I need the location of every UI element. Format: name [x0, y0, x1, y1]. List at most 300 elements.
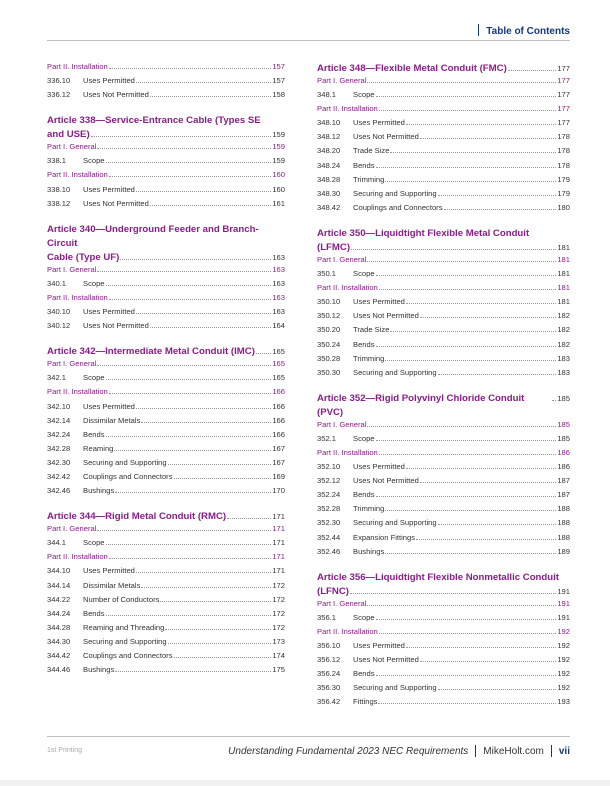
entry-title: Trimming — [353, 504, 385, 514]
toc-left-column — [47, 62, 285, 679]
toc-part-entry[interactable] — [317, 448, 570, 462]
page-ref: 159 — [272, 130, 285, 140]
toc-section-entry[interactable] — [317, 462, 570, 476]
toc-part-entry[interactable] — [47, 524, 285, 538]
page-ref: 181 — [557, 269, 570, 279]
entry-title: Trimming — [353, 174, 385, 184]
toc-section-entry[interactable] — [317, 161, 570, 175]
toc-section-entry[interactable] — [317, 697, 570, 711]
page-ref: 178 — [557, 132, 570, 142]
dot-leader — [150, 95, 271, 97]
page-ref: 188 — [557, 518, 570, 528]
section-number: 344.24 — [47, 608, 71, 618]
toc-section-entry[interactable] — [317, 325, 570, 339]
dot-leader — [376, 674, 557, 676]
entry-title: Fittings — [353, 697, 378, 707]
entry-title: Uses Permitted — [83, 401, 135, 411]
entry-title: Dissimilar Metals — [83, 580, 141, 590]
dot-leader — [376, 345, 557, 347]
page-ref: 174 — [272, 651, 285, 660]
page-ref: 192 — [557, 683, 570, 693]
toc-section-entry[interactable] — [47, 609, 285, 623]
dot-leader — [367, 81, 556, 83]
section-number: 344.42 — [47, 651, 71, 660]
dot-leader — [438, 373, 557, 375]
section-number: 356.24 — [317, 669, 341, 679]
dot-leader — [444, 208, 557, 210]
article-title-last-line — [47, 251, 285, 265]
page-ref: 191 — [557, 586, 570, 596]
page-ref: 185 — [557, 433, 570, 443]
toc-section-entry[interactable] — [317, 311, 570, 325]
toc-part-entry[interactable] — [317, 104, 570, 118]
toc-part-entry[interactable] — [47, 265, 285, 279]
dot-leader — [150, 204, 271, 206]
article-heading[interactable] — [47, 510, 285, 524]
entry-title: Scope — [353, 90, 375, 100]
toc-section-entry[interactable] — [317, 434, 570, 448]
header-title: Table of Contents — [486, 26, 570, 37]
toc-part-entry[interactable] — [317, 283, 570, 297]
page-ref: 177 — [557, 118, 570, 128]
page-ref: 191 — [557, 598, 570, 608]
entry-title: Bushings — [83, 665, 115, 675]
article-title-line2: Article 342—Intermediate Metal Conduit (IMC) — [47, 346, 255, 358]
article-title-line2: Article 352—Rigid Polyvinyl Chloride Conduit (PVC) — [317, 392, 525, 418]
toc-section-entry[interactable] — [47, 623, 285, 637]
toc-section-entry[interactable] — [317, 175, 570, 189]
article-title-last-line — [317, 241, 570, 255]
dot-leader — [351, 248, 556, 250]
entry-title: Uses Permitted — [83, 307, 135, 317]
dot-leader — [106, 435, 272, 437]
entry-title: Scope — [353, 433, 375, 443]
page-ref: 181 — [557, 283, 570, 293]
entry-title: Bends — [353, 490, 375, 500]
toc-section-entry[interactable] — [47, 472, 285, 486]
toc-section-entry[interactable] — [317, 368, 570, 382]
article-title-line1: Article 340—Underground Feeder and Branch-Circuit — [47, 223, 259, 249]
dot-leader — [367, 604, 556, 606]
toc-section-entry[interactable] — [317, 146, 570, 160]
dot-leader — [91, 135, 272, 137]
toc-part-entry[interactable] — [317, 76, 570, 90]
dot-leader — [376, 274, 557, 276]
toc-section-entry[interactable] — [317, 297, 570, 311]
page-ref: 160 — [272, 170, 285, 180]
entry-title: Uses Permitted — [83, 184, 135, 194]
entry-title: Part II. Installation — [317, 104, 378, 114]
page-ref: 171 — [272, 524, 285, 534]
entry-title: Trimming — [353, 353, 385, 363]
entry-title: Part II. Installation — [47, 62, 108, 71]
entry-title: Part I. General — [317, 419, 367, 429]
toc-section-entry[interactable] — [47, 665, 285, 679]
page-ref: 192 — [557, 626, 570, 636]
page-ref: 188 — [557, 504, 570, 514]
page-ref: 178 — [557, 160, 570, 170]
dot-leader — [106, 614, 272, 616]
article-title-last-line — [47, 345, 285, 359]
page-ref: 188 — [557, 532, 570, 542]
toc-part-entry[interactable] — [47, 552, 285, 566]
section-number: 344.10 — [47, 566, 71, 576]
page-ref: 165 — [272, 359, 285, 369]
toc-section-entry[interactable] — [317, 132, 570, 146]
entry-title: Bends — [353, 669, 375, 679]
entry-title: Scope — [83, 538, 105, 548]
section-number: 350.10 — [317, 297, 341, 307]
toc-section-entry[interactable] — [317, 118, 570, 132]
dot-leader — [109, 557, 272, 559]
footer-right — [228, 745, 570, 757]
dot-leader — [420, 316, 556, 318]
entry-title: Uses Not Permitted — [353, 132, 419, 142]
page-ref: 185 — [557, 393, 570, 403]
dot-leader — [109, 67, 272, 69]
entry-title: Trade Size — [353, 146, 390, 156]
entry-title: Securing and Supporting — [353, 367, 437, 377]
page-ref: 192 — [557, 669, 570, 679]
dot-leader — [376, 439, 557, 441]
site-name: MikeHolt.com — [483, 745, 544, 757]
dot-leader — [109, 392, 272, 394]
dot-leader — [406, 123, 556, 125]
dot-leader — [136, 571, 271, 573]
section-number: 350.12 — [317, 311, 341, 321]
article-heading[interactable] — [317, 227, 570, 255]
page-ref: 165 — [272, 373, 285, 383]
section-number: 338.12 — [47, 198, 71, 208]
section-number: 342.24 — [47, 429, 71, 439]
dot-leader — [379, 288, 557, 290]
book-title: Understanding Fundamental 2023 NEC Requirements — [228, 745, 469, 757]
section-number: 348.10 — [317, 118, 341, 128]
article-heading[interactable] — [317, 392, 570, 420]
entry-title: Reaming and Threading — [83, 622, 165, 632]
page-ref: 187 — [557, 476, 570, 486]
dot-leader — [136, 190, 271, 192]
dot-leader — [109, 298, 272, 300]
section-number: 352.24 — [317, 490, 341, 500]
toc-part-entry[interactable] — [47, 359, 285, 373]
toc-part-entry[interactable] — [47, 142, 285, 156]
section-number: 350.1 — [317, 269, 337, 279]
toc-section-entry[interactable] — [317, 354, 570, 368]
page-ref: 192 — [557, 641, 570, 650]
header-rule — [47, 40, 570, 41]
page-ref: 175 — [272, 665, 285, 675]
page-ref: 166 — [272, 401, 285, 411]
page-ref: 169 — [272, 471, 285, 481]
dot-leader — [367, 425, 556, 427]
toc-section-entry[interactable] — [47, 566, 285, 580]
toc-section-entry[interactable] — [317, 504, 570, 518]
article-title-last-line — [317, 62, 570, 76]
dot-leader — [385, 359, 556, 361]
entry-title: Uses Permitted — [83, 566, 135, 576]
toc-section-entry[interactable] — [47, 185, 285, 199]
entry-title: Securing and Supporting — [83, 457, 167, 467]
toc-section-entry[interactable] — [47, 156, 285, 170]
entry-title: Uses Permitted — [353, 118, 405, 128]
dot-leader — [120, 258, 271, 260]
dot-leader — [160, 600, 271, 602]
page-ref: 165 — [272, 347, 285, 357]
dot-leader — [114, 449, 271, 451]
toc-section-entry[interactable] — [47, 444, 285, 458]
toc-section-entry[interactable] — [47, 90, 285, 104]
section-number: 344.14 — [47, 580, 71, 590]
toc-part-entry[interactable] — [47, 170, 285, 184]
section-number: 348.42 — [317, 202, 341, 212]
page-ref: 166 — [272, 415, 285, 425]
dot-leader — [350, 592, 556, 594]
toc-section-entry[interactable] — [317, 518, 570, 532]
entry-title: Trade Size — [353, 325, 390, 335]
section-number: 342.30 — [47, 457, 71, 467]
section-number: 350.24 — [317, 339, 341, 349]
page-ref: 157 — [272, 76, 285, 86]
entry-title: Part I. General — [47, 359, 97, 369]
dot-leader — [150, 326, 271, 328]
toc-section-entry[interactable] — [47, 199, 285, 213]
toc-section-entry[interactable] — [317, 90, 570, 104]
dot-leader — [106, 161, 272, 163]
section-number: 336.12 — [47, 90, 71, 100]
page-ref: 167 — [272, 443, 285, 453]
article-title-last-line — [317, 392, 570, 420]
article-heading[interactable] — [47, 114, 285, 142]
page-ref: 182 — [557, 311, 570, 321]
toc-section-entry[interactable] — [317, 533, 570, 547]
dot-leader — [416, 538, 556, 540]
page-ref: 183 — [557, 367, 570, 377]
dot-leader — [174, 477, 272, 479]
page-ref: 177 — [557, 104, 570, 114]
entry-title: Part I. General — [317, 254, 367, 264]
dot-leader — [256, 352, 271, 354]
toc-part-entry[interactable] — [317, 420, 570, 434]
article-heading[interactable] — [317, 571, 570, 599]
page-ref: 163 — [272, 292, 285, 302]
page-ref: 183 — [557, 353, 570, 363]
page-ref: 159 — [272, 142, 285, 152]
section-number: 342.10 — [47, 401, 71, 411]
page-ref: 161 — [272, 198, 285, 208]
toc-section-entry[interactable] — [47, 651, 285, 665]
article-title-line2: Article 344—Rigid Metal Conduit (RMC) — [47, 511, 227, 523]
dot-leader — [376, 618, 557, 620]
entry-title: Bends — [83, 608, 105, 618]
page-ref: 171 — [272, 566, 285, 576]
toc-section-entry[interactable] — [47, 458, 285, 472]
toc-right-column — [317, 62, 570, 711]
dot-leader — [136, 312, 271, 314]
dot-leader — [379, 632, 557, 634]
article-title-line2: (LFMC) — [317, 241, 351, 253]
toc-section-entry[interactable] — [317, 641, 570, 655]
dot-leader — [136, 81, 271, 83]
entry-title: Securing and Supporting — [353, 683, 437, 693]
dot-leader — [141, 421, 271, 423]
entry-title: Part I. General — [317, 598, 367, 608]
entry-title: Dissimilar Metals — [83, 415, 141, 425]
entry-title: Part II. Installation — [317, 626, 378, 636]
dot-leader — [385, 552, 556, 554]
page-ref: 186 — [557, 462, 570, 472]
footer-divider — [475, 745, 476, 757]
toc-section-entry[interactable] — [47, 430, 285, 444]
entry-title: Uses Permitted — [83, 76, 135, 86]
toc-part-entry[interactable] — [47, 62, 285, 76]
section-number: 352.30 — [317, 518, 341, 528]
entry-title: Bushings — [83, 486, 115, 496]
toc-section-entry[interactable] — [317, 490, 570, 504]
dot-leader — [385, 180, 556, 182]
toc-section-entry[interactable] — [47, 416, 285, 430]
article-title-line2: (LFNC) — [317, 585, 349, 597]
entry-title: Part II. Installation — [317, 447, 378, 457]
toc-section-entry[interactable] — [317, 203, 570, 217]
section-number: 348.1 — [317, 90, 337, 100]
page-ref: 170 — [272, 486, 285, 496]
page-ref: 167 — [272, 457, 285, 467]
entry-title: Scope — [83, 156, 105, 166]
section-number: 344.1 — [47, 538, 67, 548]
toc-section-entry[interactable] — [317, 613, 570, 627]
dot-leader — [508, 69, 557, 71]
toc-section-entry[interactable] — [47, 402, 285, 416]
toc-section-entry[interactable] — [47, 307, 285, 321]
dot-leader — [109, 175, 272, 177]
section-number: 342.1 — [47, 373, 67, 383]
entry-title: Part II. Installation — [47, 387, 108, 397]
toc-section-entry[interactable] — [317, 476, 570, 490]
page-ref: 171 — [272, 538, 285, 548]
toc-section-entry[interactable] — [317, 547, 570, 561]
section-number: 344.46 — [47, 665, 71, 675]
toc-section-entry[interactable] — [317, 189, 570, 203]
toc-section-entry[interactable] — [317, 269, 570, 283]
page-ref: 163 — [272, 264, 285, 274]
toc-section-entry[interactable] — [47, 373, 285, 387]
entry-title: Part II. Installation — [47, 552, 108, 562]
toc-section-entry[interactable] — [47, 581, 285, 595]
dot-leader — [141, 586, 271, 588]
dot-leader — [97, 364, 271, 366]
entry-title: Securing and Supporting — [353, 188, 437, 198]
section-number: 348.28 — [317, 174, 341, 184]
toc-section-entry[interactable] — [47, 321, 285, 335]
page-ref: 181 — [557, 254, 570, 264]
dot-leader — [438, 523, 557, 525]
dot-leader — [97, 270, 271, 272]
entry-title: Part I. General — [47, 142, 97, 152]
section-number: 356.12 — [317, 655, 341, 665]
entry-title: Uses Not Permitted — [83, 198, 149, 208]
toc-section-entry[interactable] — [47, 486, 285, 500]
toc-part-entry[interactable] — [317, 627, 570, 641]
toc-part-entry[interactable] — [47, 293, 285, 307]
dot-leader — [376, 495, 557, 497]
dot-leader — [165, 628, 271, 630]
section-number: 342.14 — [47, 415, 71, 425]
toc-section-entry[interactable] — [47, 279, 285, 293]
dot-leader — [168, 642, 272, 644]
dot-leader — [390, 151, 556, 153]
dot-leader — [390, 330, 556, 332]
section-number: 356.42 — [317, 697, 341, 707]
article-title-line2: and USE) — [47, 129, 90, 141]
entry-title: Uses Not Permitted — [83, 321, 149, 331]
page-ref: 171 — [272, 512, 285, 522]
printing-note: 1st Printing — [47, 747, 83, 754]
section-number: 344.30 — [47, 636, 71, 646]
dot-leader — [406, 467, 556, 469]
toc-section-entry[interactable] — [47, 637, 285, 651]
page-ref: 182 — [557, 325, 570, 335]
dot-leader — [379, 453, 557, 455]
toc-section-entry[interactable] — [47, 538, 285, 552]
page-ref: 166 — [272, 387, 285, 397]
dot-leader — [106, 543, 272, 545]
article-title-line2: Article 348—Flexible Metal Conduit (FMC) — [317, 63, 507, 74]
article-heading[interactable] — [47, 345, 285, 359]
section-number: 350.28 — [317, 353, 341, 363]
page-ref: 186 — [557, 447, 570, 457]
toc-part-entry[interactable] — [317, 599, 570, 613]
entry-title: Bends — [83, 429, 105, 439]
dot-leader — [367, 260, 556, 262]
toc-part-entry[interactable] — [317, 255, 570, 269]
page-ref: 166 — [272, 429, 285, 439]
toc-section-entry[interactable] — [317, 655, 570, 669]
article-title-last-line — [317, 585, 570, 599]
page-ref: 191 — [557, 612, 570, 622]
entry-title: Couplings and Connectors — [83, 471, 173, 481]
entry-title: Uses Not Permitted — [353, 655, 419, 665]
article-heading[interactable] — [317, 62, 570, 76]
article-heading[interactable] — [47, 223, 285, 265]
entry-title: Scope — [83, 373, 105, 383]
section-number: 348.30 — [317, 188, 341, 198]
page-ref: 182 — [557, 339, 570, 349]
article-title-last-line — [47, 128, 285, 142]
entry-title: Expansion Fittings — [353, 532, 416, 542]
page-ref: 185 — [557, 419, 570, 429]
section-number: 352.1 — [317, 433, 337, 443]
entry-title: Part I. General — [47, 524, 97, 534]
dot-leader — [97, 529, 271, 531]
section-number: 348.24 — [317, 160, 341, 170]
page-ref: 177 — [557, 90, 570, 100]
toc-part-entry[interactable] — [47, 387, 285, 401]
section-number: 342.42 — [47, 471, 71, 481]
toc-section-entry[interactable] — [317, 683, 570, 697]
toc-section-entry[interactable] — [47, 76, 285, 90]
toc-section-entry[interactable] — [47, 595, 285, 609]
section-number: 336.10 — [47, 76, 71, 86]
dot-leader — [552, 399, 556, 401]
section-number: 352.12 — [317, 476, 341, 486]
dot-leader — [420, 481, 556, 483]
page-ref: 177 — [557, 64, 570, 73]
running-header — [478, 24, 570, 37]
dot-leader — [97, 147, 271, 149]
toc-section-entry[interactable] — [317, 669, 570, 683]
toc-section-entry[interactable] — [317, 340, 570, 354]
